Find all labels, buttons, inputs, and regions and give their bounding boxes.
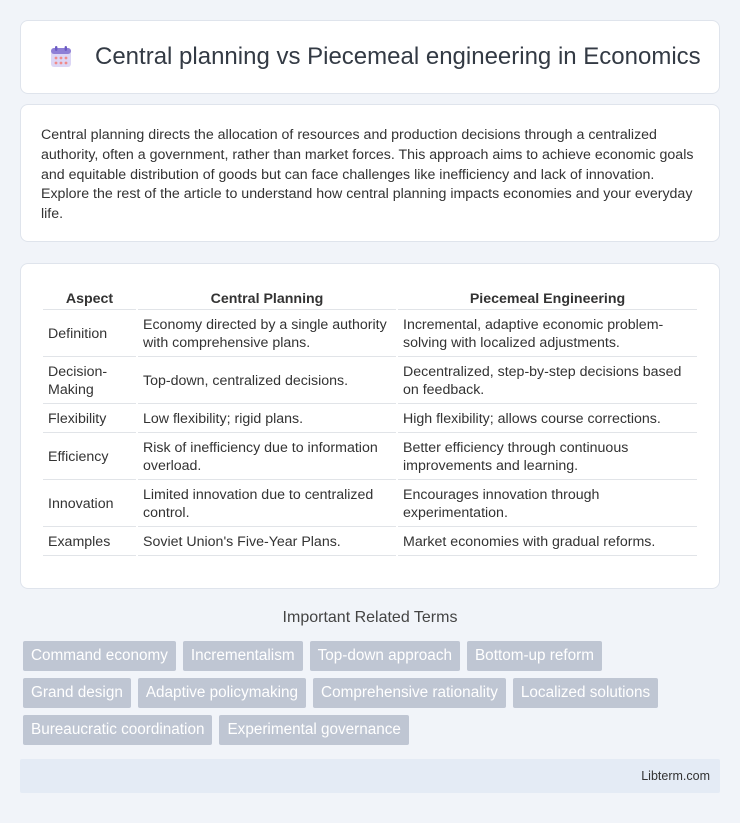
- piecemeal-engineering-cell: High flexibility; allows course corrections.: [398, 406, 697, 433]
- related-term-tag[interactable]: Localized solutions: [513, 678, 658, 708]
- table-row: [43, 529, 697, 556]
- table-row: [43, 482, 697, 527]
- aspect-cell: Examples: [43, 529, 136, 556]
- table-header-row: [43, 288, 697, 310]
- aspect-cell: Flexibility: [43, 406, 136, 433]
- table-row: [43, 406, 697, 433]
- central-planning-cell: Top-down, centralized decisions.: [138, 359, 396, 404]
- related-terms-list: [23, 641, 723, 752]
- header-card: [20, 20, 720, 94]
- related-term-tag[interactable]: Comprehensive rationality: [313, 678, 506, 708]
- related-term-tag[interactable]: Grand design: [23, 678, 131, 708]
- column-header-central-planning: Central Planning: [138, 288, 396, 310]
- related-term-tag[interactable]: Command economy: [23, 641, 176, 671]
- table-row: [43, 435, 697, 480]
- piecemeal-engineering-cell: Incremental, adaptive economic problem-solving with localized adjustments.: [398, 312, 697, 357]
- table-row: [43, 359, 697, 404]
- related-term-tag[interactable]: Experimental governance: [219, 715, 408, 745]
- related-term-tag[interactable]: Incrementalism: [183, 641, 303, 671]
- comparison-table: [41, 286, 699, 558]
- related-term-tag[interactable]: Adaptive policymaking: [138, 678, 306, 708]
- central-planning-cell: Risk of inefficiency due to information overload.: [138, 435, 396, 480]
- aspect-cell: Definition: [43, 312, 136, 357]
- central-planning-cell: Limited innovation due to centralized control.: [138, 482, 396, 527]
- piecemeal-engineering-cell: Decentralized, step-by-step decisions based on feedback.: [398, 359, 697, 404]
- calendar-icon: [48, 44, 74, 70]
- footer: [20, 759, 720, 793]
- related-term-tag[interactable]: Top-down approach: [310, 641, 460, 671]
- piecemeal-engineering-cell: Market economies with gradual reforms.: [398, 529, 697, 556]
- page-title: Central planning vs Piecemeal engineering in Economics: [95, 43, 701, 70]
- central-planning-cell: Economy directed by a single authority with comprehensive plans.: [138, 312, 396, 357]
- aspect-cell: Innovation: [43, 482, 136, 527]
- column-header-aspect: Aspect: [43, 288, 136, 310]
- intro-card: [20, 104, 720, 242]
- piecemeal-engineering-cell: Encourages innovation through experimentation.: [398, 482, 697, 527]
- footer-site-link[interactable]: Libterm.com: [641, 769, 710, 783]
- intro-paragraph: Central planning directs the allocation of resources and production decisions through a centralized authority, often a government, rather than market forces. This approach aims to achieve economic goals and equitable distribution of goods but can face challenges like inefficiency and lack of innovation. Explore the rest of the article to understand how central planning impacts economies and your everyday life.: [41, 127, 694, 223]
- central-planning-cell: Low flexibility; rigid plans.: [138, 406, 396, 433]
- related-term-tag[interactable]: Bottom-up reform: [467, 641, 602, 671]
- related-terms-heading: Important Related Terms: [282, 609, 458, 626]
- column-header-piecemeal-engineering: Piecemeal Engineering: [398, 288, 697, 310]
- central-planning-cell: Soviet Union's Five-Year Plans.: [138, 529, 396, 556]
- piecemeal-engineering-cell: Better efficiency through continuous improvements and learning.: [398, 435, 697, 480]
- related-term-tag[interactable]: Bureaucratic coordination: [23, 715, 212, 745]
- aspect-cell: Decision-Making: [43, 359, 136, 404]
- table-row: [43, 312, 697, 357]
- comparison-table-card: [20, 263, 720, 589]
- aspect-cell: Efficiency: [43, 435, 136, 480]
